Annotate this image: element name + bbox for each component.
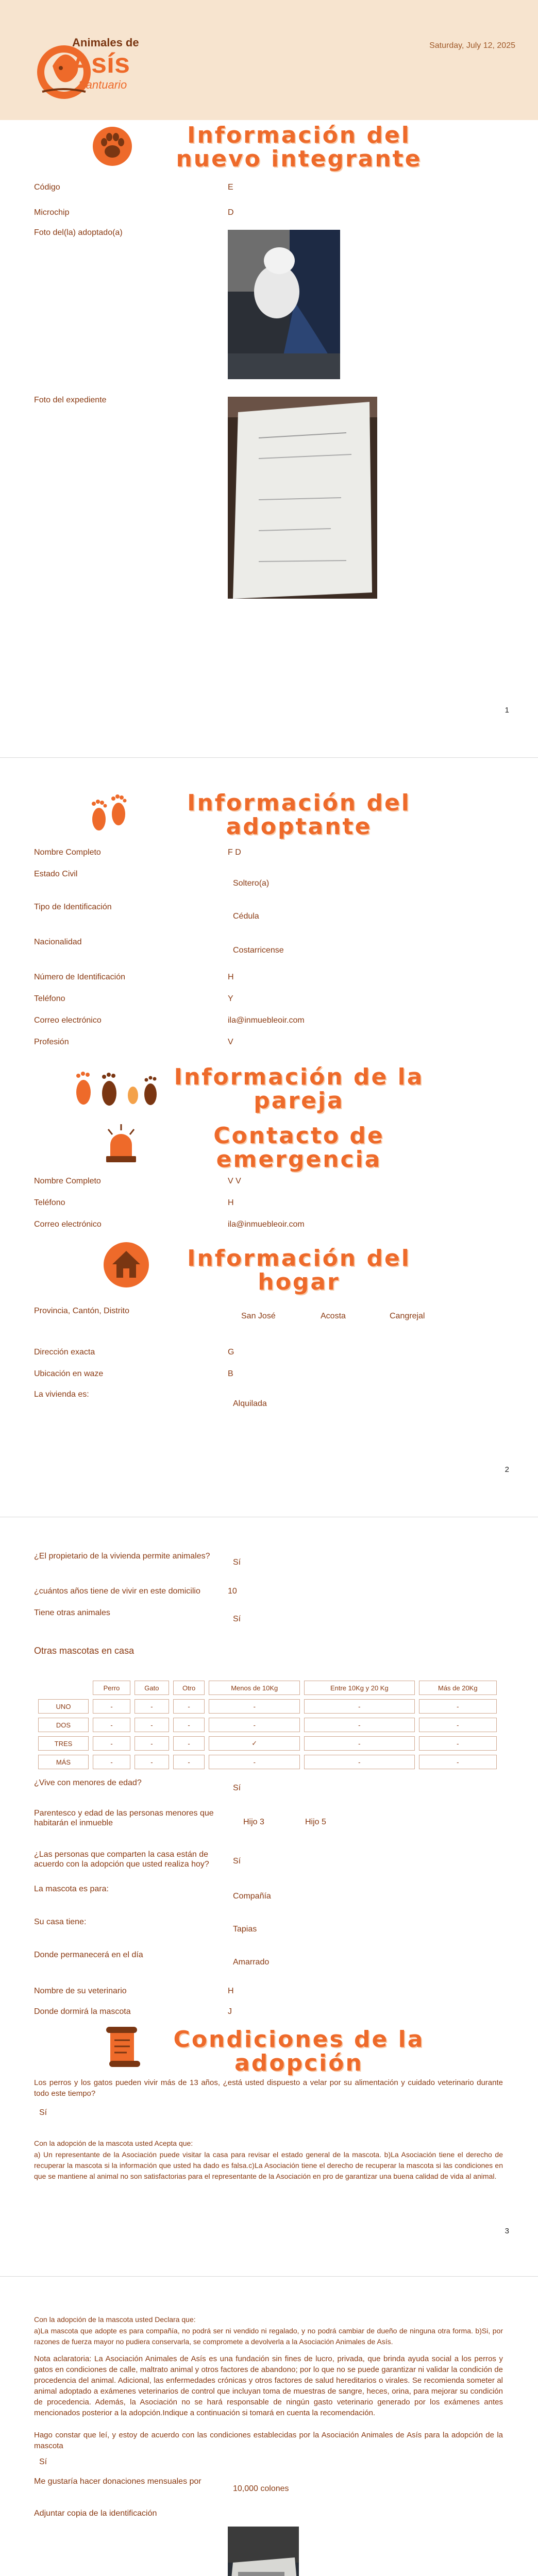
house-icon <box>103 1242 149 1288</box>
field-value-day-location: Amarrado <box>233 1958 270 1967</box>
table-row <box>38 1736 497 1751</box>
section-title-new-member: Información del nuevo integrante <box>176 122 422 172</box>
field-label-other-pets: Tiene otras animales <box>34 1608 110 1617</box>
table-cell: - <box>134 1699 169 1714</box>
field-label-marital-status: Estado Civil <box>34 870 78 878</box>
lifespan-answer: Sí <box>39 2108 47 2117</box>
table-cell: - <box>93 1718 130 1732</box>
field-label-address: Dirección exacta <box>34 1348 95 1357</box>
row-label: DOS <box>38 1718 89 1732</box>
field-label-email: Correo electrónico <box>34 1016 102 1025</box>
field-value-other-pets: Sí <box>233 1615 241 1623</box>
table-row <box>38 1699 497 1714</box>
header-date: Saturday, July 12, 2025 <box>429 41 515 50</box>
accept-conditions-text: a) Un representante de la Asociación puede visitar la casa para revisar el estado general de la mascota. b)La Asociación tiene el derecho de recuperar la mascota si la información que usted ha dado es falsa.c)La Asociación tiene el derecho de recuperar la mascota si las condiciones en que se mantiene al animal no son satisfactorias para el representante de la Asociación en pro de garantizar una buena calidad de vida al animal. <box>34 2150 503 2180</box>
lifespan-question: Los perros y los gatos pueden vivir más de 13 años, ¿está usted dispuesto a velar por su alimentación y cuidado veterinario durante todo este tiempo? <box>34 2078 503 2098</box>
table-header: Entre 10Kg y 20 Kg <box>304 1681 415 1695</box>
table-header: Perro <box>93 1681 130 1695</box>
field-label-id-number: Número de Identificación <box>34 973 125 981</box>
field-label-emergency-name: Nombre Completo <box>34 1177 101 1185</box>
field-value-marital-status: Soltero(a) <box>233 879 270 888</box>
table-cell: - <box>419 1736 497 1751</box>
field-value-microchip: D <box>228 208 234 217</box>
field-label-housing: La vivienda es: <box>34 1390 89 1399</box>
field-value-relationship-2: Hijo 5 <box>305 1818 326 1826</box>
field-value-pets-allowed: Sí <box>233 1558 241 1567</box>
table-cell: - <box>209 1718 300 1732</box>
field-label-years: ¿cuántos años tiene de vivir en este domicilio <box>34 1587 200 1596</box>
field-label-day-location: Donde permanecerá en el día <box>34 1951 143 1959</box>
table-cell: - <box>173 1736 205 1751</box>
table-cell: - <box>304 1718 415 1732</box>
field-label-nationality: Nacionalidad <box>34 938 82 946</box>
declare-text: a)La mascota que adopte es para compañía, no podrá ser ni vendido ni regalado, y no podrá cambiar de dueño de ninguna otra forma. b)Si, por razones de fuerza mayor no pudiera conservarla, se compromete a devolverla a la Asociación Animales de Asís. <box>34 2327 503 2346</box>
paw-print-icon <box>92 126 133 167</box>
field-value-id-type: Cédula <box>233 912 259 921</box>
field-value-email: ila@inmuebleoir.com <box>228 1016 305 1025</box>
field-value-years: 10 <box>228 1587 237 1596</box>
other-pets-title: Otras mascotas en casa <box>34 1646 134 1656</box>
table-cell: - <box>173 1755 205 1769</box>
table-cell: ✓ <box>209 1736 300 1751</box>
id-copy-label: Adjuntar copia de la identificación <box>34 2509 157 2518</box>
field-label-full-name: Nombre Completo <box>34 848 101 857</box>
table-cell: - <box>419 1699 497 1714</box>
table-cell: - <box>209 1755 300 1769</box>
page-number: 1 <box>505 706 509 715</box>
field-label-profession: Profesión <box>34 1038 69 1046</box>
field-label-phone: Teléfono <box>34 994 65 1003</box>
table-cell: - <box>93 1699 130 1714</box>
footprints-icon <box>83 788 135 840</box>
field-value-address: G <box>228 1348 234 1357</box>
table-cell: - <box>173 1718 205 1732</box>
row-label: TRES <box>38 1736 89 1751</box>
field-value-vet: H <box>228 1987 234 1995</box>
donation-value: 10,000 colones <box>233 2484 289 2493</box>
field-value-relationship-1: Hijo 3 <box>243 1818 264 1826</box>
row-label: UNO <box>38 1699 89 1714</box>
field-value-nationality: Costarricense <box>233 946 284 955</box>
field-label-id-type: Tipo de Identificación <box>34 903 112 911</box>
org-name-line1: Animales de <box>72 36 139 49</box>
page-divider <box>0 757 538 758</box>
table-cell: - <box>93 1755 130 1769</box>
field-label-emergency-email: Correo electrónico <box>34 1220 102 1229</box>
field-value-full-name: F D <box>228 848 241 857</box>
page-divider <box>0 2276 538 2277</box>
field-value-emergency-email: ila@inmuebleoir.com <box>228 1220 305 1229</box>
field-value-id-number: H <box>228 973 234 981</box>
field-value-emergency-phone: H <box>228 1198 234 1207</box>
table-cell: - <box>304 1736 415 1751</box>
table-cell: - <box>134 1736 169 1751</box>
field-label-adopted-photo: Foto del(la) adoptado(a) <box>34 228 123 237</box>
table-cell: - <box>209 1699 300 1714</box>
field-value-sleep: J <box>228 2007 232 2016</box>
field-value-phone: Y <box>228 994 233 1003</box>
family-footprints-icon <box>68 1061 166 1113</box>
consent-value: Sí <box>39 2458 47 2466</box>
field-label-purpose: La mascota es para: <box>34 1885 109 1893</box>
scroll-icon <box>103 2025 144 2071</box>
id-copy-photo <box>228 2527 299 2576</box>
field-label-pets-allowed: ¿El propietario de la vivienda permite animales? <box>34 1552 210 1561</box>
org-name-line3: Santuario <box>78 78 127 91</box>
field-value-agree: Sí <box>233 1857 241 1866</box>
siren-icon <box>103 1123 139 1164</box>
field-value-canton: Acosta <box>321 1312 346 1320</box>
table-cell: - <box>134 1755 169 1769</box>
record-photo <box>228 397 377 599</box>
org-name-line2: Asís <box>71 48 130 79</box>
section-title-home: Información del hogar <box>187 1245 411 1295</box>
section-title-conditions: Condiciones de la adopción <box>173 2026 425 2076</box>
field-label-minors: ¿Vive con menores de edad? <box>34 1778 142 1787</box>
table-cell: - <box>304 1699 415 1714</box>
field-label-agree: ¿Las personas que comparten la casa están de acuerdo con la adopción que usted realiza hoy? <box>34 1850 209 1869</box>
field-value-purpose: Compañía <box>233 1892 271 1901</box>
field-value-minors: Sí <box>233 1784 241 1792</box>
table-header: Menos de 10Kg <box>209 1681 300 1695</box>
page-number: 2 <box>505 1465 509 1474</box>
field-value-profession: V <box>228 1038 233 1046</box>
field-value-province: San José <box>241 1312 276 1320</box>
field-value-district: Cangrejal <box>390 1312 425 1320</box>
table-cell: - <box>419 1718 497 1732</box>
table-cell: - <box>134 1718 169 1732</box>
row-label: MÁS <box>38 1755 89 1769</box>
consent-text: Hago constar que leí, y estoy de acuerdo con las condiciones establecidas por la Asociación Animales de Asís para la adopción de la mascota <box>34 2431 503 2450</box>
field-label-house-has: Su casa tiene: <box>34 1918 87 1926</box>
section-title-emergency: Contacto de emergencia <box>213 1123 384 1173</box>
table-cell: - <box>419 1755 497 1769</box>
donation-label: Me gustaría hacer donaciones mensuales por <box>34 2477 201 2486</box>
table-header: Otro <box>173 1681 205 1695</box>
table-cell: - <box>93 1736 130 1751</box>
page-number: 3 <box>505 2227 509 2235</box>
field-label-vet: Nombre de su veterinario <box>34 1987 127 1995</box>
field-label-sleep: Donde dormirá la mascota <box>34 2007 131 2016</box>
field-value-waze: B <box>228 1369 233 1378</box>
field-value-code: E <box>228 183 233 192</box>
adopted-pet-photo <box>228 230 340 379</box>
field-label-waze: Ubicación en waze <box>34 1369 104 1378</box>
field-label-record-photo: Foto del expediente <box>34 396 107 404</box>
field-label-microchip: Microchip <box>34 208 70 217</box>
other-pets-table <box>34 1676 501 1773</box>
section-title-adopter: Información del adoptante <box>187 790 411 840</box>
field-label-location: Provincia, Cantón, Distrito <box>34 1307 129 1315</box>
field-label-relationship: Parentesco y edad de las personas menores que habitarán el inmueble <box>34 1809 214 1827</box>
accept-intro: Con la adopción de la mascota usted Acepta que: <box>34 2139 193 2147</box>
disclaimer-note: Nota aclaratoria: La Asociación Animales de Asís es una fundación sin fines de lucro, privada, que brinda ayuda social a los perros y gatos en condiciones de calle, maltrato animal y otros factores de abandono; por lo que no se puede garantizar ni validar la condición de procedencia del animal. Adicional, las enfermedades crónicas y otros factores de salud hereditarios o virales. Se recomienda someter al animal adoptado a exámenes veterinarios de control que incluyan toma de muestras de sangre, heces, orina, para mejorar su condición de procedencia. Además, la Asociación no se hará responsable de ningún gasto veterinario generado por los exámenes antes mencionados posterior a la adopción.Indique a continuación si tomará en cuenta la recomendación. <box>34 2354 503 2417</box>
table-header: Más de 20Kg <box>419 1681 497 1695</box>
field-label-code: Código <box>34 183 60 192</box>
table-cell: - <box>173 1699 205 1714</box>
field-value-house-has: Tapias <box>233 1925 257 1934</box>
field-value-housing: Alquilada <box>233 1399 267 1408</box>
table-cell: - <box>304 1755 415 1769</box>
field-value-emergency-name: V V <box>228 1177 241 1185</box>
section-title-partner: Información de la pareja <box>174 1064 424 1114</box>
table-row <box>38 1755 497 1769</box>
table-header: Gato <box>134 1681 169 1695</box>
declare-intro: Con la adopción de la mascota usted Declara que: <box>34 2315 196 2324</box>
page-header <box>0 0 538 120</box>
table-row <box>38 1718 497 1732</box>
field-label-emergency-phone: Teléfono <box>34 1198 65 1207</box>
